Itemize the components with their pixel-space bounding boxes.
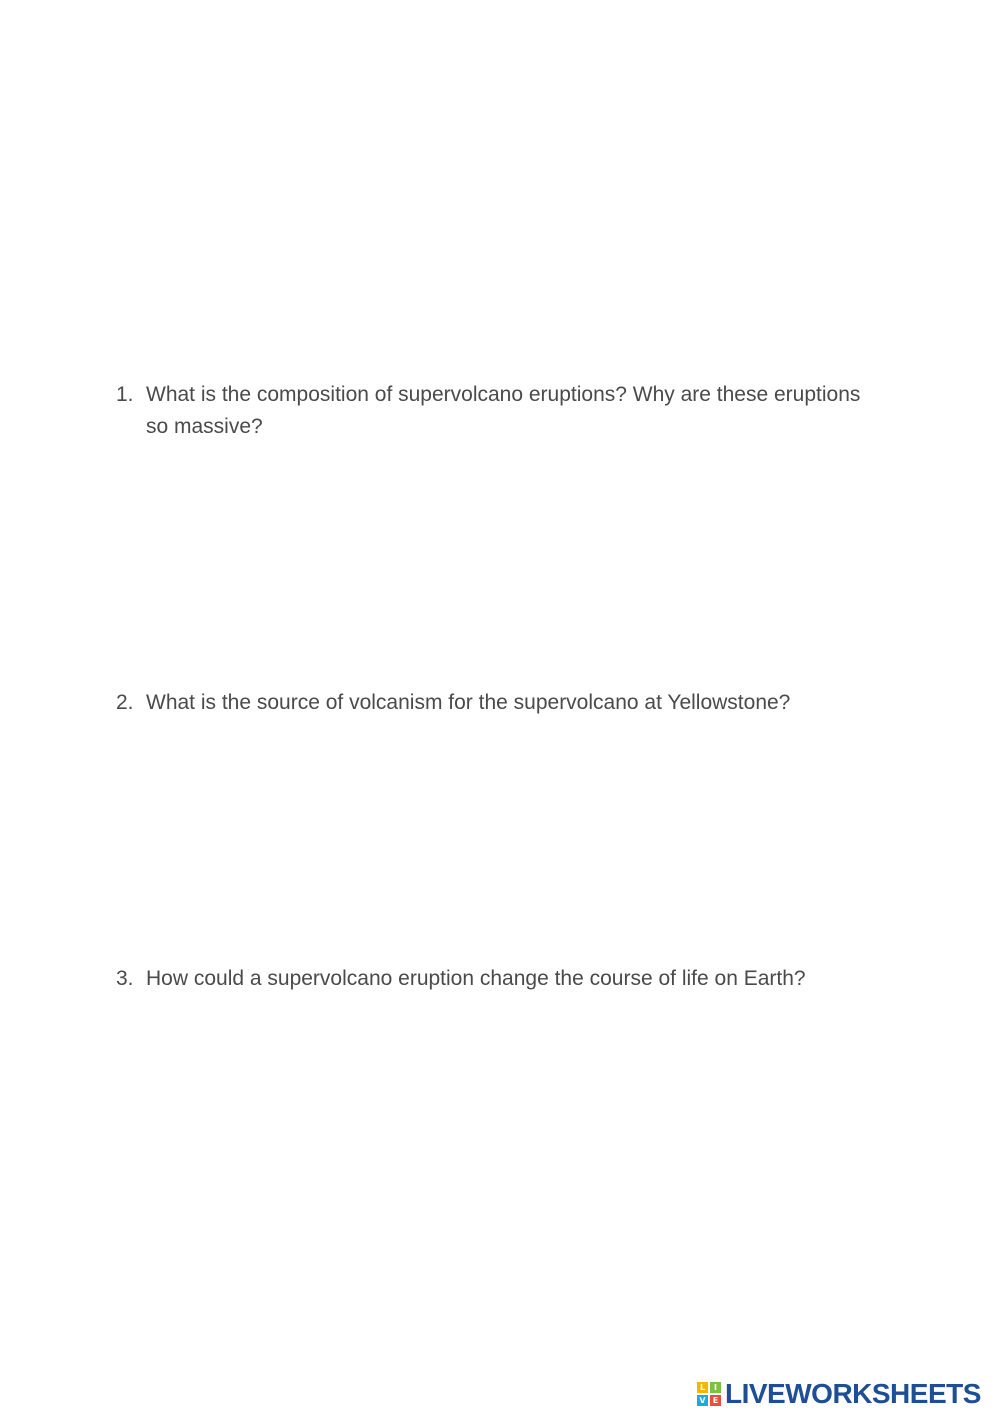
logo-tile-e: E xyxy=(710,1395,721,1406)
liveworksheets-logo-icon xyxy=(697,1382,721,1406)
question-text: What is the source of volcanism for the supervolcano at Yellowstone? xyxy=(146,691,791,714)
question-2 xyxy=(116,687,876,719)
logo-tile-v: V xyxy=(697,1395,708,1406)
question-number: 3. xyxy=(116,967,134,990)
brand-name: LIVEWORKSHEETS xyxy=(725,1378,981,1409)
logo-tile-i: I xyxy=(710,1382,721,1393)
logo-tile-l: L xyxy=(697,1382,708,1393)
question-number: 1. xyxy=(116,383,134,406)
liveworksheets-brand xyxy=(697,1378,981,1410)
question-text: How could a supervolcano eruption change the course of life on Earth? xyxy=(146,967,806,990)
question-text: What is the composition of supervolcano eruptions? Why are these eruptions so massive? xyxy=(146,383,861,438)
question-1 xyxy=(116,379,876,443)
question-3 xyxy=(116,963,876,995)
question-number: 2. xyxy=(116,691,134,714)
